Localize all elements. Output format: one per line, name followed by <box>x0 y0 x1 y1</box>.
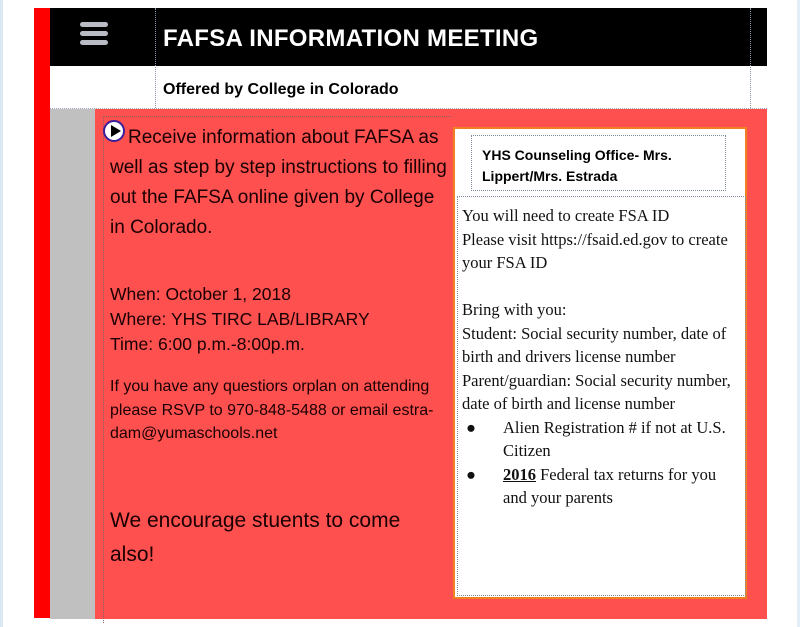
column-guide <box>155 8 156 108</box>
tax-year: 2016 <box>503 464 536 484</box>
event-details <box>110 282 450 357</box>
rsvp-text: If you have any questiors orplan on attending please RSVP to 970-848-5488 or email estra-dam@yumaschools.net <box>110 378 434 442</box>
gray-margin-column <box>50 109 95 619</box>
subtitle-row <box>50 66 767 109</box>
list-item: ● 2016 Federal tax returns for you and your parents <box>466 464 717 507</box>
requirements-box <box>457 196 746 596</box>
red-accent-strip <box>34 8 50 618</box>
intro-text: Receive information about FAFSA as well as step by step instructions to filling out the FAFSA online given by College in Colorado. <box>110 127 447 238</box>
fsa-line-2: Please visit https://fsaid.ed.gov to create your FSA ID <box>462 229 728 272</box>
bring-heading: Bring with you: <box>462 300 567 319</box>
requirements-list <box>462 416 741 510</box>
page-subtitle: Offered by College in Colorado <box>163 81 399 98</box>
list-item: ● Alien Registration # if not at U.S. Citizen <box>466 417 726 460</box>
bullet-icon: ● <box>466 417 476 437</box>
fsa-line-1: You will need to create FSA ID <box>462 206 670 225</box>
student-requirements: Student: Social security number, date of birth and drivers license number <box>462 323 727 366</box>
column-guide-right <box>750 8 751 110</box>
event-where: Where: YHS TIRC LAB/LIBRARY <box>110 309 370 329</box>
encourage-text: We encourage stuents to come also! <box>110 509 401 566</box>
page-title: FAFSA INFORMATION MEETING <box>163 25 539 52</box>
parent-requirements: Parent/guardian: Social security number, date of birth and license number <box>462 370 731 413</box>
event-when: When: October 1, 2018 <box>110 284 291 304</box>
hamburger-menu-icon[interactable] <box>80 22 108 48</box>
counseling-office-label: YHS Counseling Office- Mrs. Lippert/Mrs. Estrada <box>471 135 726 191</box>
page-left-edge <box>0 0 3 627</box>
bullet-icon: ● <box>466 464 476 484</box>
event-time: Time: 6:00 p.m.-8:00p.m. <box>110 334 305 354</box>
